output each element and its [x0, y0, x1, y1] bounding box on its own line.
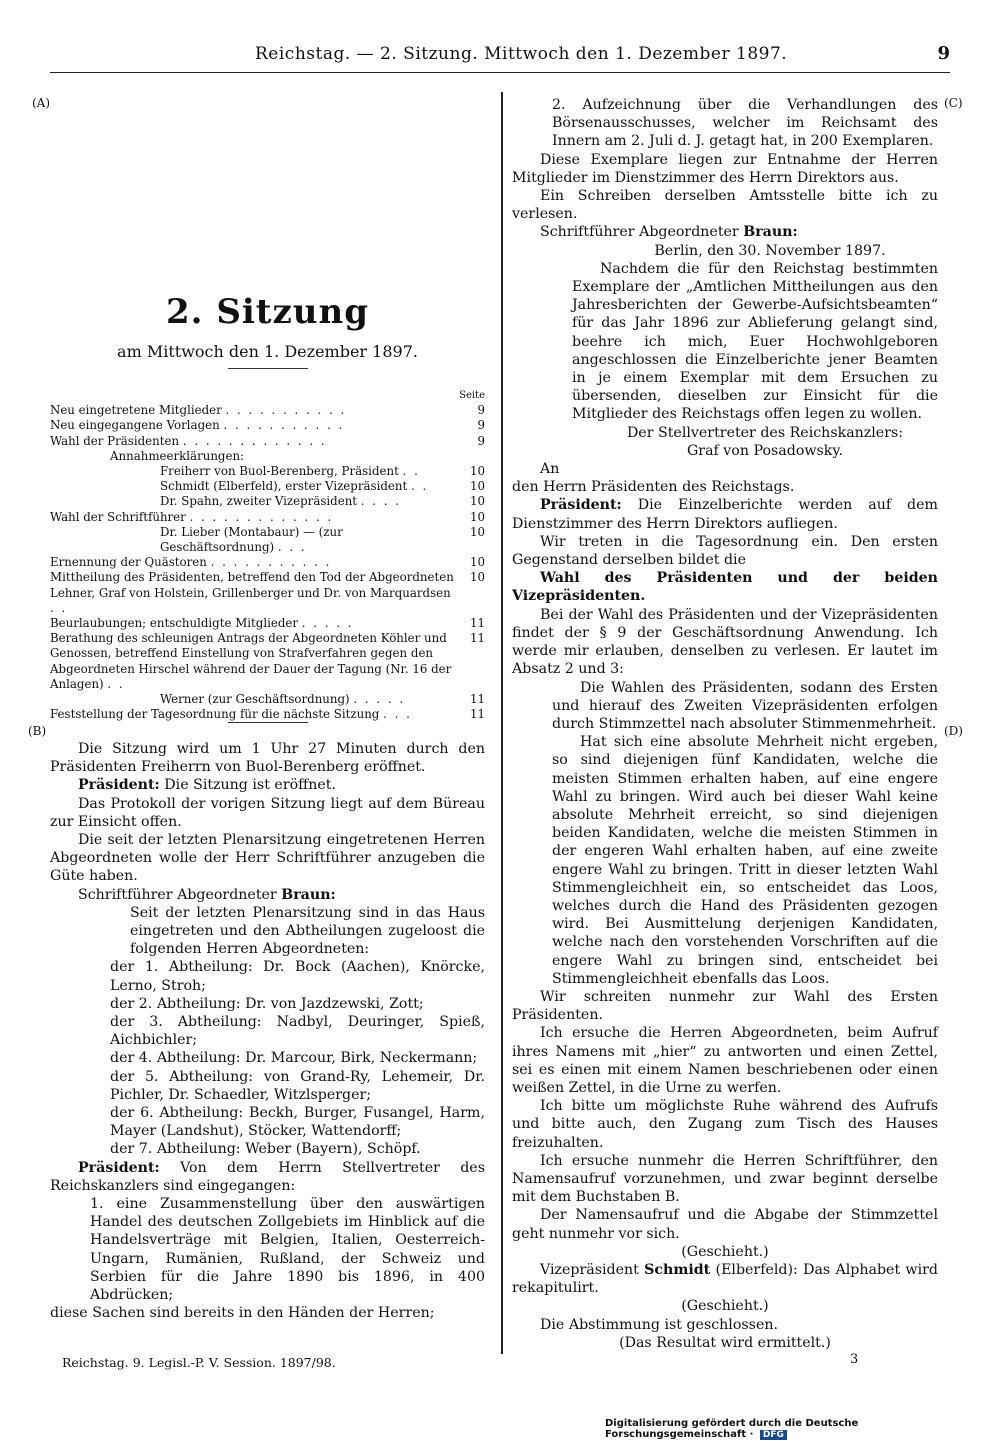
header-title: Reichstag. — 2. Sitzung. Mittwoch den 1. Dezember 1897. — [255, 44, 788, 64]
session-date: am Mittwoch den 1. Dezember 1897. — [117, 342, 418, 361]
toc-row — [50, 494, 485, 509]
toc-page: 11 — [469, 631, 485, 646]
toc-row — [50, 616, 485, 631]
toc-row — [50, 418, 485, 433]
letter-dateline: Berlin, den 30. November 1897. — [654, 242, 886, 259]
letter-signature-title: Der Stellvertreter des Reichskanzlers: — [626, 424, 904, 441]
speaker-name: Schmidt — [644, 1262, 711, 1278]
margin-marker-d: (D) — [944, 724, 963, 738]
short-rule — [228, 368, 308, 369]
toc-page: 10 — [469, 524, 485, 539]
toc-entry: Freiherr von Buol-Berenberg, Präsident . . — [160, 464, 420, 479]
toc-page: 10 — [469, 555, 485, 570]
paragraph: diese Sachen sind bereits in den Händen der Herren; — [50, 1305, 435, 1322]
paragraph: Wir treten in die Tagesordnung ein. Den ersten Gegenstand derselben bildet die — [512, 533, 938, 569]
running-header — [255, 40, 950, 68]
toc-page — [457, 449, 485, 464]
toc-entry: Neu eingetretene Mitglieder . . . . . . . . . . . — [50, 403, 347, 418]
paragraph: Ich ersuche nunmehr die Herren Schriftführer, den Namensaufruf vorzunehmen, und zwar beginnt derselbe mit dem Buchstaben B. — [512, 1152, 938, 1206]
toc-row — [50, 707, 485, 722]
toc-page: 10 — [469, 494, 485, 509]
toc-row — [50, 510, 485, 525]
toc-row — [50, 525, 485, 555]
margin-marker-c: (C) — [944, 96, 963, 110]
toc-page: 11 — [469, 707, 485, 722]
paragraph: Präsident: Die Sitzung ist eröffnet. — [78, 777, 336, 794]
stage-direction: (Geschieht.) — [681, 1298, 769, 1315]
toc-page: 10 — [469, 479, 485, 494]
paragraph: Präsident: Die Einzelberichte werden auf dem Dienstzimmer des Herrn Direktors aufliegen. — [512, 497, 938, 532]
toc-entry: Schmidt (Elberfeld), erster Vizepräsident . . — [160, 479, 429, 494]
agenda-item-title: Wahl des Präsidenten und der beiden Vizepräsidenten. — [512, 570, 938, 605]
stage-direction: (Geschieht.) — [681, 1243, 769, 1260]
paragraph: Die Sitzung wird um 1 Uhr 27 Minuten durch den Präsidenten Freiherrn von Buol-Berenberg eröffnet. — [50, 741, 485, 776]
paragraph: Die Abstimmung ist geschlossen. — [540, 1316, 778, 1333]
division-list-item: der 1. Abtheilung: Dr. Bock (Aachen), Knörcke, Lerno, Stroh; — [110, 959, 485, 994]
toc-page: 9 — [477, 403, 485, 418]
margin-marker-b: (B) — [28, 724, 47, 738]
quoted-rule: Hat sich eine absolute Mehrheit nicht ergeben, so sind diejenigen fünf Kandidaten, welche die meisten Stimmen erhalten haben, auf eine engere Wahl zu bringen. Wird auch bei dieser Wahl keine absolute Mehrheit erreicht, so sind diejenigen beiden Kandidaten, welche die meisten Stimmen in der engeren Wahl erhalten haben, auf eine zweite engere Wahl zu bringen. Tritt in dieser letzten Wahl Stimmengleichheit ein, so entscheidet das Loos, welches durch die Hand des Präsidenten gezogen wird. Bei Ausmittelung derjenigen Kandidaten, welche nach den vorstehenden Vorschriften auf die engere Wahl zu bringen sind, entscheidet bei Stimmengleichheit ebenfalls das Loos. — [552, 734, 938, 987]
toc-entry: Mittheilung des Präsidenten, betreffend den Tod der Abgeordneten Lehner, Graf von Holstein, Grillenberger und Dr. von Marquardsen . . — [50, 570, 454, 615]
paragraph: Ich ersuche die Herren Abgeordneten, beim Aufruf ihres Namens mit „hier“ zu antworten und einen Zettel, sei es einen mit einem Namen beschriebenen oder einen weißen Zettel, in die Urne zu werfen. — [512, 1025, 938, 1096]
toc-page: 11 — [469, 616, 485, 631]
toc-page: 11 — [469, 692, 485, 707]
paragraph: Die seit der letzten Plenarsitzung eingetretenen Herren Abgeordneten wolle der Herr Schriftführer anzugeben die Güte haben. — [50, 832, 485, 885]
toc-row — [50, 449, 485, 464]
enumerated-item: 1. eine Zusammenstellung über den auswärtigen Handel des deutschen Zollgebiets im Hinblick auf die Handelsverträge mit Belgien, Italien, Oesterreich-Ungarn, Rumänien, Rußland, der Schweiz und Serbien für die Jahre 1890 bis 1896, in 400 Abdrücken; — [90, 1196, 485, 1304]
letter-signature: Graf von Posadowsky. — [686, 442, 844, 459]
stage-direction: (Das Resultat wird ermittelt.) — [619, 1334, 831, 1351]
header-rule — [50, 72, 950, 73]
division-list-item: der 6. Abtheilung: Beckh, Burger, Fusangel, Harm, Mayer (Landshut), Stöcker, Wattendorff; — [110, 1105, 485, 1140]
letter-addressee: den Herrn Präsidenten des Reichstags. — [512, 479, 795, 496]
table-of-contents — [50, 388, 485, 722]
toc-entry: Annahmeerklärungen: — [110, 448, 245, 463]
quoted-paragraph: Seit der letzten Plenarsitzung sind in das Haus eingetreten und den Abtheilungen zugeloost die folgenden Herren Abgeordneten: — [130, 904, 485, 958]
toc-row — [50, 479, 485, 494]
toc-page: 10 — [469, 464, 485, 479]
short-rule — [228, 722, 308, 723]
paragraph: Vizepräsident Schmidt (Elberfeld): Das Alphabet wird rekapitulirt. — [512, 1262, 938, 1297]
paragraph: Diese Exemplare liegen zur Entnahme der Herren Mitglieder im Dienstzimmer des Herrn Direktors aus. — [512, 151, 938, 186]
toc-entry: Werner (zur Geschäftsordnung) . . . . . — [160, 692, 406, 707]
letter-addressee: An — [540, 461, 560, 478]
toc-entry: Wahl der Schriftführer . . . . . . . . . . . . . — [50, 509, 334, 524]
footer-sheet-number: 3 — [850, 1352, 859, 1367]
toc-row — [50, 464, 485, 479]
division-list-item: der 7. Abtheilung: Weber (Bayern), Schöpf. — [110, 1141, 421, 1158]
toc-entry: Dr. Spahn, zweiter Vizepräsident . . . . — [160, 494, 402, 509]
division-list-item: der 3. Abtheilung: Nadbyl, Deuringer, Spieß, Aichbichler; — [110, 1014, 485, 1049]
toc-page-header: Seite — [459, 390, 485, 401]
division-list-item: der 2. Abtheilung: Dr. von Jazdzewski, Zott; — [110, 995, 424, 1012]
toc-page: 9 — [477, 418, 485, 433]
toc-row — [50, 555, 485, 570]
toc-entry: Feststellung der Tagesordnung für die nächste Sitzung . . . — [50, 707, 412, 722]
paragraph: Wir schreiten nunmehr zur Wahl des Ersten Präsidenten. — [512, 988, 938, 1024]
paragraph: Der Namensaufruf und die Abgabe der Stimmzettel geht nunmehr vor sich. — [512, 1207, 938, 1242]
dfg-credit: Digitalisierung gefördert durch die Deutsche Forschungsgemeinschaft · DFG — [605, 1418, 859, 1440]
column-divider — [501, 92, 503, 1354]
toc-entry: Beurlaubungen; entschuldigte Mitglieder . . . . . — [50, 616, 354, 631]
paragraph: Das Protokoll der vorigen Sitzung liegt auf dem Büreau zur Einsicht offen. — [50, 795, 485, 830]
toc-entry: Ernennung der Quästoren . . . . . . . . . . . — [50, 555, 332, 570]
division-list-item: der 4. Abtheilung: Dr. Marcour, Birk, Neckermann; — [110, 1050, 478, 1067]
paragraph: Ich bitte um möglichste Ruhe während des Aufrufs und bitte auch, den Zugang zum Tisch des Hauses freizuhalten. — [512, 1098, 938, 1151]
toc-row — [50, 570, 485, 616]
session-heading — [50, 292, 485, 361]
enumerated-item: 2. Aufzeichnung über die Verhandlungen des Börsenausschusses, welcher im Reichsamt des Innern am 2. Juli d. J. getagt hat, in 200 Exemplaren. — [552, 97, 938, 150]
paragraph: Schriftführer Abgeordneter Braun: — [540, 224, 798, 241]
speaker-label: Präsident: — [78, 777, 160, 794]
page-number: 9 — [937, 43, 950, 64]
toc-row — [50, 692, 485, 707]
toc-entry: Berathung des schleunigen Antrags der Abgeordneten Köhler und Genossen, betreffend Einstellung von Strafverfahren gegen den Abgeordneten Hirschel während der Dauer der Tagung (Nr. 16 der Anlagen) . . — [50, 631, 452, 691]
left-column-body — [50, 740, 485, 1323]
speaker-name: Braun: — [281, 886, 336, 903]
toc-entry: Neu eingegangene Vorlagen . . . . . . . . . . . — [50, 418, 345, 433]
speaker-label: Präsident: — [78, 1159, 160, 1176]
toc-entry: Dr. Lieber (Montabaur) — (zur Geschäftsordnung) . . . — [160, 524, 343, 555]
paragraph: Ein Schreiben derselben Amtsstelle bitte ich zu verlesen. — [512, 188, 938, 223]
toc-page: 10 — [469, 509, 485, 524]
toc-row — [50, 631, 485, 692]
margin-marker-a: (A) — [32, 96, 51, 110]
toc-entry: Wahl der Präsidenten . . . . . . . . . . . . . — [50, 433, 327, 448]
footer-signature-line: Reichstag. 9. Legisl.-P. V. Session. 1897/98. — [62, 1355, 336, 1370]
session-title: 2. Sitzung — [165, 292, 370, 332]
paragraph: Präsident: Von dem Herrn Stellvertreter des Reichskanzlers sind eingegangen: — [50, 1159, 485, 1194]
dfg-logo-icon: DFG — [760, 1430, 787, 1440]
speaker-label: Präsident: — [540, 497, 622, 514]
paragraph: Schriftführer Abgeordneter Braun: — [78, 886, 336, 903]
toc-page: 9 — [477, 433, 485, 448]
letter-body: Nachdem die für den Reichstag bestimmten Exemplare der „Amtlichen Mittheilungen aus den Jahresberichten der Gewerbe-Aufsichtsbeamten“ für das Jahr 1896 zur Ablieferung gelangt sind, beehre ich mich, Euer Hochwohlgeboren angeschlossen die Einzelberichte jener Beamten in je einem Exemplar mit dem Ersuchen zu übersenden, dieselben zur Einsicht für die Mitglieder des Reichstags offen legen zu wollen. — [572, 260, 938, 423]
speaker-name: Braun: — [743, 224, 798, 241]
dfg-credit-text: Digitalisierung gefördert durch die Deutsche Forschungsgemeinschaft — [605, 1418, 859, 1440]
toc-row — [50, 434, 485, 449]
paragraph: Bei der Wahl des Präsidenten und der Vizepräsidenten findet der § 9 der Geschäftsordnung Anwendung. Ich werde mir erlauben, denselben zu verlesen. Er lautet im Absatz 2 und 3: — [512, 606, 938, 678]
toc-row — [50, 403, 485, 418]
quoted-rule: Die Wahlen des Präsidenten, sodann des Ersten und hierauf des Zweiten Vizepräsidenten erfolgen durch Stimmzettel nach absoluter Stimmenmehrheit. — [552, 679, 938, 732]
toc-page: 10 — [469, 570, 485, 585]
right-column-body — [512, 96, 938, 1352]
division-list-item: der 5. Abtheilung: von Grand-Ry, Lehemeir, Dr. Pichler, Dr. Schaedler, Witzlsperger; — [110, 1068, 485, 1103]
